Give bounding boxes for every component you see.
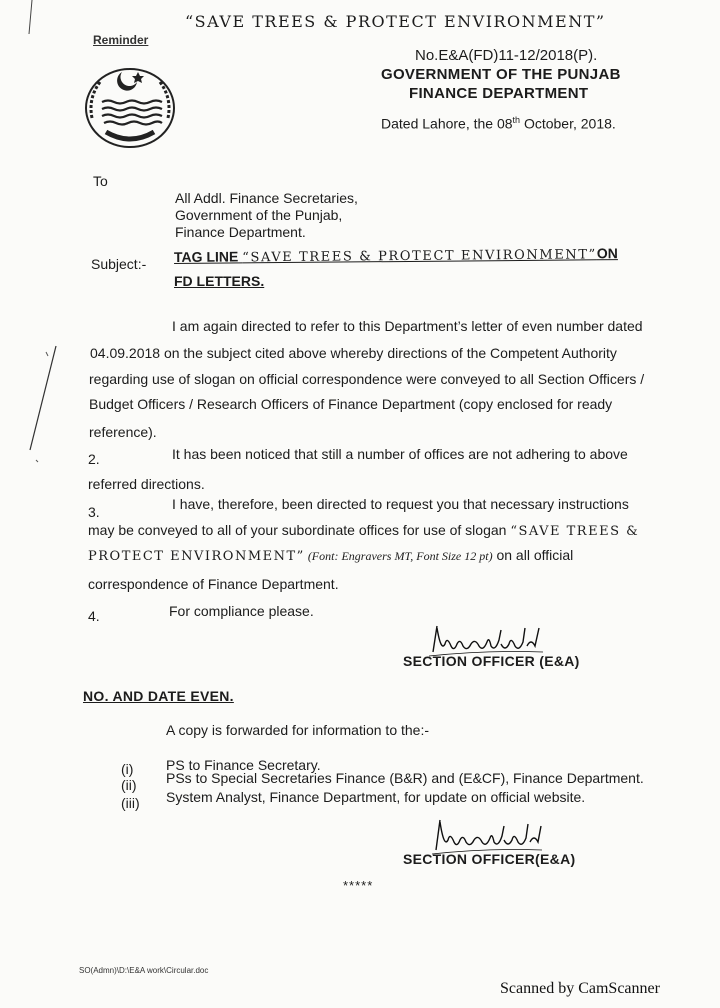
copy-intro: A copy is forwarded for information to the:- bbox=[166, 722, 430, 738]
paragraph-1-line: Budget Officers / Research Officers of Finance Department (copy enclosed for ready bbox=[89, 396, 613, 412]
paragraph-1-line: I am again directed to refer to this Department’s letter of even number dated bbox=[172, 318, 643, 334]
paragraph-3-line: I have, therefore, been directed to request you that necessary instructions bbox=[172, 496, 629, 512]
reminder-label: Reminder bbox=[93, 33, 149, 47]
paragraph-3-number: 3. bbox=[88, 504, 100, 520]
copy-item: PSs to Special Secretaries Finance (B&R) and (E&CF), Finance Department. bbox=[166, 770, 644, 786]
edge-mark bbox=[26, 0, 36, 36]
addressee-line: All Addl. Finance Secretaries, bbox=[175, 190, 358, 206]
tagline-header: “SAVE TREES & PROTECT ENVIRONMENT” bbox=[185, 12, 606, 31]
paragraph-4-number: 4. bbox=[88, 608, 100, 624]
subject-line: TAG LINE “SAVE TREES & PROTECT ENVIRONMENT”ON bbox=[173, 245, 618, 266]
paragraph-1-line: regarding use of slogan on official correspondence were conveyed to all Section Officers / bbox=[89, 371, 645, 387]
margin-pen-mark bbox=[26, 338, 66, 468]
paragraph-3-line: may be conveyed to all of your subordinate offices for use of slogan “SAVE TREES & bbox=[88, 522, 640, 539]
addressee-line: Finance Department. bbox=[175, 224, 306, 240]
date-line: Dated Lahore, the 08th October, 2018. bbox=[381, 115, 616, 132]
copy-item: System Analyst, Finance Department, for update on official website. bbox=[166, 789, 586, 805]
to-label: To bbox=[93, 173, 108, 189]
paragraph-2-line: referred directions. bbox=[88, 476, 205, 492]
copy-item-number: (i) bbox=[121, 761, 134, 777]
paragraph-3-line: PROTECT ENVIRONMENT” (Font: Engravers MT, Font Size 12 pt) on all official bbox=[88, 547, 574, 564]
addressee-line: Government of the Punjab, bbox=[175, 207, 343, 223]
copy-item-number: (iii) bbox=[121, 795, 140, 811]
file-path: SO(Admn)\D:\E&A work\Circular.doc bbox=[79, 966, 209, 975]
subject-label: Subject:- bbox=[91, 256, 147, 272]
paragraph-1-line: reference). bbox=[89, 424, 157, 440]
copy-item: PS to Finance Secretary. bbox=[166, 757, 321, 773]
copy-item-number: (ii) bbox=[121, 777, 137, 793]
paragraph-1-line: 04.09.2018 on the subject cited above whereby directions of the Competent Authority bbox=[90, 345, 617, 361]
signatory-title: SECTION OFFICER(E&A) bbox=[403, 851, 576, 867]
subject-line: FD LETTERS. bbox=[174, 273, 265, 289]
paragraph-2-line: It has been noticed that still a number of offices are not adhering to above bbox=[172, 446, 628, 462]
government-heading: GOVERNMENT OF THE PUNJAB bbox=[381, 66, 621, 83]
reference-number: No.E&A(FD)11-12/2018(P). bbox=[415, 47, 598, 64]
paragraph-3-line: correspondence of Finance Department. bbox=[88, 576, 339, 592]
paragraph-4-line: For compliance please. bbox=[169, 603, 314, 619]
punjab-government-emblem bbox=[82, 58, 178, 150]
camscanner-watermark: Scanned by CamScanner bbox=[500, 980, 660, 997]
paragraph-2-number: 2. bbox=[88, 451, 100, 467]
end-marker: ***** bbox=[343, 878, 374, 893]
no-and-date-even-heading: NO. AND DATE EVEN. bbox=[83, 688, 234, 704]
department-heading: FINANCE DEPARTMENT bbox=[409, 85, 589, 102]
signatory-title: SECTION OFFICER (E&A) bbox=[403, 653, 580, 669]
